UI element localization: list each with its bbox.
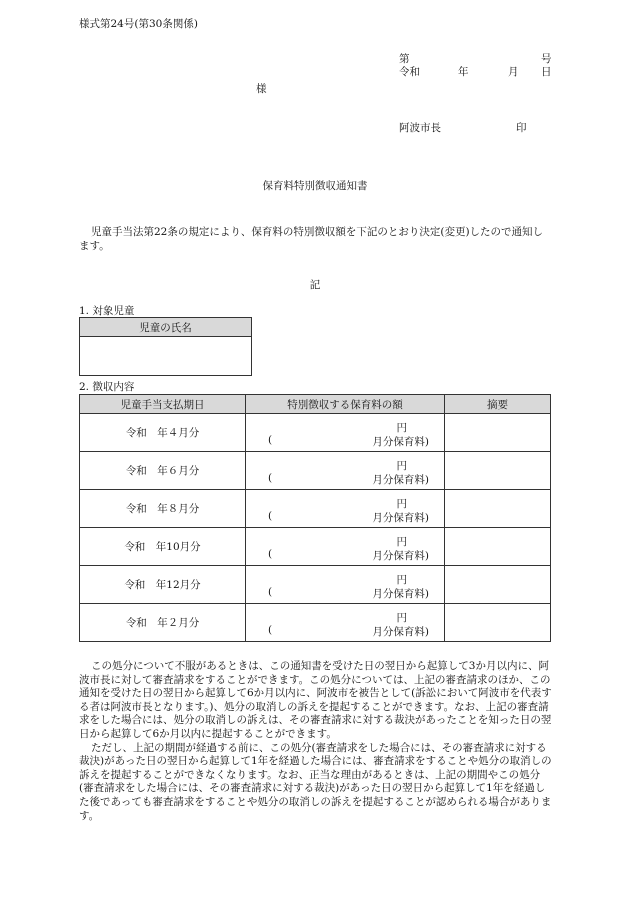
period-label: 月分保育料) — [372, 588, 429, 600]
number-prefix: 第 — [399, 53, 410, 65]
seal-mark: 印 — [516, 122, 527, 134]
yen-unit: 円 — [396, 536, 407, 548]
collection-table — [79, 394, 551, 642]
remarks-cell — [445, 566, 551, 604]
open-paren: ( — [268, 624, 273, 636]
payment-date-cell: 令和 年４月分 — [80, 414, 246, 452]
period-label: 月分保育料) — [372, 550, 429, 562]
yen-unit: 円 — [396, 422, 407, 434]
date-day: 日 — [541, 66, 552, 78]
amount-header: 特別徴収する保育料の額 — [246, 395, 445, 414]
table-row — [80, 604, 551, 642]
date-era: 令和 — [399, 66, 420, 78]
payment-date-cell: 令和 年12月分 — [80, 566, 246, 604]
remarks-cell — [445, 414, 551, 452]
date-month: 月 — [508, 66, 519, 78]
open-paren: ( — [268, 548, 273, 560]
child-name-table — [79, 317, 252, 376]
addressee-honorific: 様 — [256, 83, 267, 95]
remarks-cell — [445, 528, 551, 566]
payment-date-cell: 令和 年８月分 — [80, 490, 246, 528]
open-paren: ( — [268, 434, 273, 446]
document-title: 保育料特別徴収通知書 — [262, 180, 368, 192]
open-paren: ( — [268, 510, 273, 522]
yen-unit: 円 — [396, 460, 407, 472]
ki-marker: 記 — [309, 279, 321, 291]
payment-date-cell: 令和 年２月分 — [80, 604, 246, 642]
section1-heading: 1. 対象児童 — [79, 305, 135, 317]
remarks-cell — [445, 604, 551, 642]
yen-unit: 円 — [396, 612, 407, 624]
open-paren: ( — [268, 586, 273, 598]
payment-date-cell: 令和 年６月分 — [80, 452, 246, 490]
yen-unit: 円 — [396, 498, 407, 510]
child-name-header: 児童の氏名 — [80, 318, 252, 337]
remarks-cell — [445, 490, 551, 528]
form-number: 様式第24号(第30条関係) — [79, 18, 198, 30]
table-row — [80, 452, 551, 490]
child-name-cell — [80, 337, 252, 376]
period-label: 月分保育料) — [372, 626, 429, 638]
number-suffix: 号 — [541, 53, 552, 65]
period-label: 月分保育料) — [372, 436, 429, 448]
payment-date-cell: 令和 年10月分 — [80, 528, 246, 566]
payment-date-header: 児童手当支払期日 — [80, 395, 246, 414]
table-row — [80, 528, 551, 566]
appeal-paragraph-2: ただし、上記の期間が経過する前に、この処分(審査請求をした場合には、その審査請求に対する裁決)があった日の翌日から起算して1年を経過した場合には、審査請求をすることや処分の取消しの訴えを提起することができなくなります。なお、正当な理由があるときは、上記の期間やこの処分(審査請求をした場合には、その審査請求に対する裁決)があった日の翌日から起算して1年を経過した後であっても審査請求をすることや処分の取消しの訴えを提起することが認められる場合があります。 — [79, 741, 552, 822]
remarks-cell — [445, 452, 551, 490]
table-row — [80, 414, 551, 452]
table-row — [80, 490, 551, 528]
date-year: 年 — [458, 66, 469, 78]
sender-name: 阿波市長 — [399, 122, 441, 134]
open-paren: ( — [268, 472, 273, 484]
appeal-notice — [79, 660, 552, 823]
period-label: 月分保育料) — [372, 512, 429, 524]
yen-unit: 円 — [396, 574, 407, 586]
appeal-paragraph-1: この処分について不服があるときは、この通知書を受けた日の翌日から起算して3か月以内に、阿波市長に対して審査請求をすることができます。この処分については、上記の審査請求のほか、この通知を受けた日の翌日から起算して6か月以内に、阿波市を被告として(訴訟において阿波市を代表する者は阿波市長となります。)、処分の取消しの訴えを提起することができます。なお、上記の審査請求をした場合には、処分の取消しの訴えは、その審査請求に対する裁決があったことを知った日の翌日から起算して6か月以内に提起することができます。 — [79, 660, 552, 740]
period-label: 月分保育料) — [372, 474, 429, 486]
table-row — [80, 566, 551, 604]
remarks-header: 摘要 — [445, 395, 551, 414]
section2-heading: 2. 徴収内容 — [79, 381, 135, 393]
intro-paragraph: 児童手当法第22条の規定により、保育料の特別徴収額を下記のとおり決定(変更)したので通知します。 — [79, 226, 544, 252]
